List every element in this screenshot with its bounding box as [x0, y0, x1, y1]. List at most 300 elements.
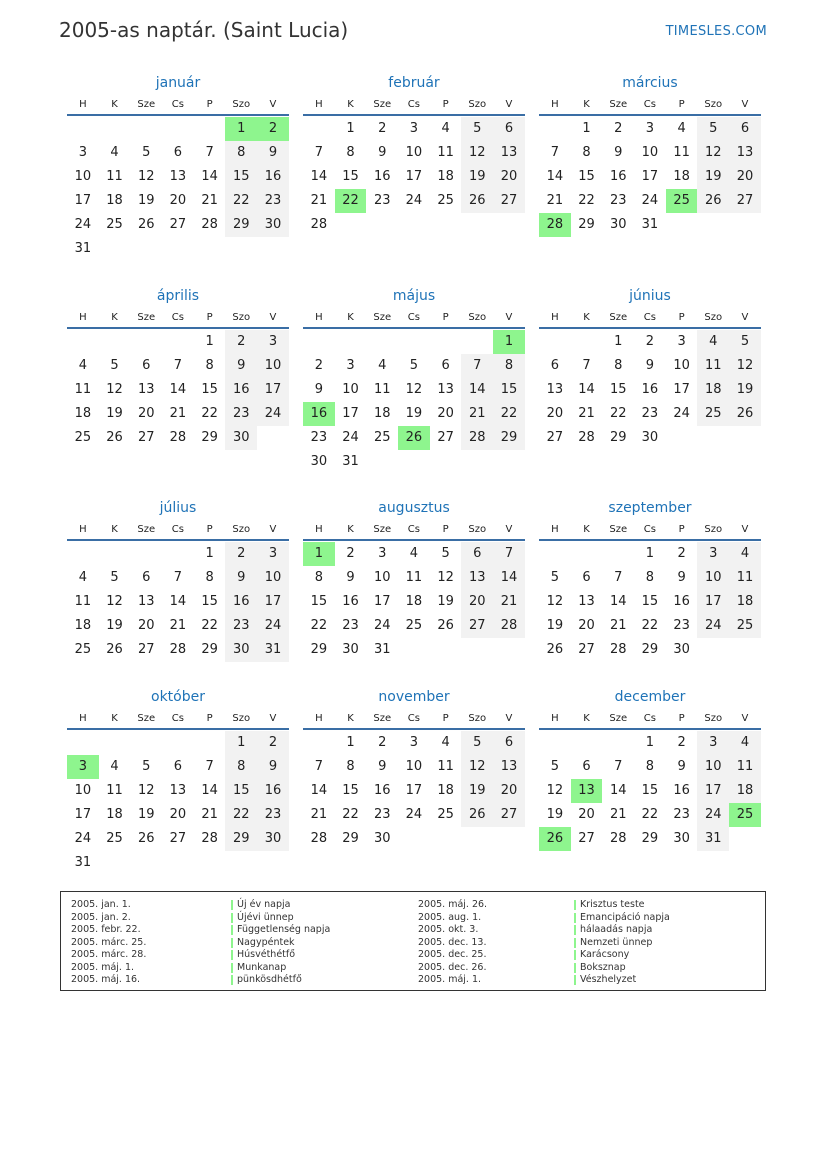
day-cell: 2 [257, 731, 289, 755]
day-cell: 26 [137, 831, 155, 846]
week-row [539, 330, 761, 354]
day-cell: 15 [641, 783, 659, 798]
day-cell: 16 [225, 590, 257, 614]
day-cell: 3 [346, 358, 355, 373]
weekday-label: K [583, 312, 590, 323]
day-cell: 28 [493, 614, 525, 638]
day-cell: 30 [641, 430, 659, 445]
weekday-label: K [111, 99, 118, 110]
day-cell: 6 [173, 759, 183, 774]
empty-day-cell [303, 731, 335, 755]
day-cell: 11 [405, 570, 423, 585]
legend-holiday-name: Új év napja [231, 899, 330, 912]
day-cell: 27 [461, 614, 493, 638]
day-cell: 25 [437, 193, 454, 208]
weekday-label: H [315, 99, 323, 110]
holiday-day-cell: 3 [67, 755, 99, 779]
legend-date: 2005. márc. 25. [71, 936, 147, 948]
day-cell: 11 [697, 354, 729, 378]
empty-day-cell [430, 330, 462, 354]
day-cell: 20 [493, 165, 525, 189]
week-row [539, 803, 761, 827]
day-cell: 9 [314, 382, 323, 397]
week-row [67, 402, 289, 426]
day-cell: 3 [378, 546, 387, 561]
weekday-header [303, 94, 525, 116]
week-row [539, 542, 761, 566]
day-cell: 25 [106, 217, 123, 232]
empty-day-cell [67, 117, 99, 141]
day-cell: 10 [257, 566, 289, 590]
empty-day-cell [461, 638, 493, 662]
day-cell: 5 [441, 546, 450, 561]
weekday-label: V [741, 524, 749, 535]
day-cell: 27 [578, 642, 595, 657]
week-row [67, 803, 289, 827]
day-cell: 9 [225, 354, 257, 378]
weekday-label: Sze [373, 312, 392, 323]
day-cell: 10 [697, 566, 729, 590]
day-cell: 16 [673, 594, 690, 609]
weekday-label: Szo [232, 713, 251, 724]
empty-day-cell [571, 731, 603, 755]
day-cell: 2 [314, 358, 323, 373]
day-cell: 20 [578, 618, 595, 633]
week-row [67, 755, 289, 779]
week-row [303, 117, 525, 141]
empty-day-cell [162, 117, 194, 141]
weekday-label: Cs [407, 99, 420, 110]
day-cell: 16 [373, 169, 391, 184]
day-cell: 28 [578, 430, 595, 445]
day-cell: 22 [201, 618, 218, 633]
month-calendar [67, 285, 289, 450]
day-cell: 25 [106, 831, 123, 846]
day-cell: 6 [461, 542, 493, 566]
day-cell: 27 [137, 642, 155, 657]
empty-day-cell [493, 213, 525, 237]
day-cell: 10 [373, 570, 391, 585]
day-cell: 2 [225, 542, 257, 566]
empty-day-cell [194, 237, 226, 261]
month-name: május [392, 288, 436, 304]
day-cell: 22 [225, 189, 257, 213]
day-cell: 24 [342, 430, 359, 445]
weekday-label: P [442, 713, 449, 724]
empty-day-cell [335, 213, 367, 237]
empty-day-cell [162, 851, 194, 875]
day-cell: 10 [257, 354, 289, 378]
day-cell: 9 [378, 145, 387, 160]
day-cell: 22 [310, 618, 328, 633]
weekday-header [539, 94, 761, 116]
day-cell: 25 [405, 618, 423, 633]
day-cell: 17 [74, 193, 92, 208]
holiday-day-cell: 1 [225, 117, 257, 141]
day-cell: 1 [582, 121, 591, 136]
weekday-label: Szo [704, 99, 723, 110]
week-row [67, 542, 289, 566]
day-cell: 21 [201, 807, 218, 822]
day-cell: 14 [609, 594, 627, 609]
weekday-label: Szo [704, 524, 723, 535]
day-cell: 4 [441, 735, 450, 750]
legend-holiday-name: Nemzeti ünnep [574, 937, 670, 950]
weekday-label: V [269, 713, 277, 724]
month-name: november [378, 689, 450, 705]
day-cell: 18 [673, 169, 690, 184]
page-title: 2005-as naptár. (Saint Lucia) [59, 18, 349, 42]
day-cell: 13 [493, 141, 525, 165]
day-cell: 12 [106, 594, 123, 609]
day-cell: 28 [201, 217, 218, 232]
day-cell: 14 [169, 382, 187, 397]
legend-holiday-name: Nagypéntek [231, 937, 330, 950]
empty-day-cell [729, 213, 761, 237]
day-cell: 8 [205, 358, 214, 373]
day-cell: 2 [677, 735, 686, 750]
day-cell: 15 [578, 169, 595, 184]
day-cell: 5 [461, 731, 493, 755]
day-cell: 18 [437, 169, 454, 184]
day-cell: 1 [205, 546, 214, 561]
empty-day-cell [303, 330, 335, 354]
day-cell: 23 [373, 193, 391, 208]
day-cell: 3 [257, 542, 289, 566]
week-row [539, 755, 761, 779]
empty-day-cell [99, 237, 131, 261]
day-cell: 17 [257, 378, 289, 402]
day-cell: 11 [437, 759, 454, 774]
week-row [67, 566, 289, 590]
day-cell: 30 [225, 426, 257, 450]
day-cell: 2 [614, 121, 623, 136]
empty-day-cell [130, 731, 162, 755]
day-cell: 6 [493, 731, 525, 755]
empty-day-cell [666, 213, 698, 237]
day-cell: 22 [225, 803, 257, 827]
day-cell: 15 [225, 165, 257, 189]
day-cell: 28 [461, 426, 493, 450]
day-cell: 29 [225, 213, 257, 237]
week-row [539, 165, 761, 189]
legend-date: 2005. máj. 26. [418, 899, 488, 910]
empty-day-cell [430, 638, 462, 662]
day-cell: 5 [110, 570, 119, 585]
empty-day-cell [194, 117, 226, 141]
week-row [67, 827, 289, 851]
day-cell: 24 [673, 406, 690, 421]
weekday-label: Sze [137, 713, 156, 724]
day-cell: 13 [461, 566, 493, 590]
legend-date-column [418, 899, 487, 987]
weekday-header [539, 708, 761, 730]
empty-day-cell [225, 851, 257, 875]
empty-day-cell [493, 638, 525, 662]
day-cell: 11 [729, 566, 761, 590]
legend-date: 2005. máj. 1. [418, 974, 482, 985]
week-row [67, 378, 289, 402]
week-row [67, 638, 289, 662]
weekday-label: Sze [373, 713, 392, 724]
week-row [67, 590, 289, 614]
weekday-label: Szo [704, 312, 723, 323]
month-name: október [151, 689, 205, 705]
day-cell: 29 [493, 426, 525, 450]
empty-day-cell [398, 213, 430, 237]
day-cell: 9 [645, 358, 655, 373]
day-cell: 18 [373, 406, 391, 421]
day-cell: 14 [169, 594, 187, 609]
week-row [539, 354, 761, 378]
day-cell: 30 [310, 454, 328, 469]
day-cell: 19 [697, 165, 729, 189]
weekday-label: Sze [137, 524, 156, 535]
day-cell: 31 [342, 454, 359, 469]
week-row [67, 189, 289, 213]
day-cell: 16 [225, 378, 257, 402]
day-cell: 17 [373, 594, 391, 609]
empty-day-cell [130, 117, 162, 141]
legend-name-column [231, 899, 330, 987]
day-cell: 7 [314, 145, 323, 160]
day-cell: 29 [641, 642, 659, 657]
day-cell: 8 [225, 755, 257, 779]
day-cell: 30 [342, 642, 359, 657]
empty-day-cell [398, 450, 430, 474]
day-cell: 8 [346, 145, 355, 160]
day-cell: 7 [582, 358, 591, 373]
legend-name-column [574, 899, 670, 987]
day-cell: 26 [461, 189, 493, 213]
week-row [303, 330, 525, 354]
empty-day-cell [366, 213, 398, 237]
empty-day-cell [697, 638, 729, 662]
month-name: február [388, 75, 440, 91]
empty-day-cell [666, 426, 698, 450]
weekday-label: Cs [643, 713, 656, 724]
day-cell: 19 [137, 193, 155, 208]
weekday-label: H [551, 99, 559, 110]
legend-holiday-name: pünkösdhétfő [231, 974, 330, 987]
legend-date: 2005. márc. 28. [71, 949, 147, 960]
weekday-label: P [678, 713, 685, 724]
month-name: január [155, 75, 201, 91]
empty-day-cell [366, 330, 398, 354]
day-cell: 23 [342, 618, 359, 633]
weekday-label: K [583, 99, 590, 110]
day-cell: 18 [729, 779, 761, 803]
day-cell: 10 [74, 169, 92, 184]
day-cell: 1 [346, 121, 355, 136]
weekday-label: P [678, 312, 685, 323]
weekday-label: P [206, 99, 213, 110]
empty-day-cell [461, 450, 493, 474]
weekday-label: K [583, 524, 590, 535]
weekday-label: Cs [171, 713, 184, 724]
day-cell: 26 [461, 803, 493, 827]
day-cell: 8 [645, 759, 655, 774]
day-cell: 20 [169, 807, 187, 822]
day-cell: 17 [405, 169, 423, 184]
day-cell: 30 [225, 638, 257, 662]
day-cell: 19 [437, 594, 454, 609]
day-cell: 4 [378, 358, 387, 373]
day-cell: 4 [697, 330, 729, 354]
week-row [303, 590, 525, 614]
empty-day-cell [430, 450, 462, 474]
day-cell: 1 [645, 546, 655, 561]
empty-day-cell [571, 542, 603, 566]
weekday-label: P [206, 312, 213, 323]
holiday-day-cell: 25 [666, 189, 698, 213]
day-cell: 19 [729, 378, 761, 402]
weekday-header [67, 94, 289, 116]
day-cell: 19 [546, 807, 564, 822]
weekday-label: H [79, 713, 87, 724]
legend-date: 2005. dec. 26. [418, 961, 487, 973]
week-row [539, 827, 761, 851]
week-row [539, 402, 761, 426]
empty-day-cell [162, 542, 194, 566]
month-name: december [614, 689, 686, 705]
day-cell: 14 [493, 566, 525, 590]
day-cell: 13 [437, 382, 454, 397]
day-cell: 18 [437, 783, 454, 798]
empty-day-cell [539, 542, 571, 566]
day-cell: 12 [137, 783, 155, 798]
weekday-label: Cs [171, 524, 184, 535]
day-cell: 1 [645, 735, 655, 750]
day-cell: 2 [378, 735, 387, 750]
day-cell: 7 [173, 358, 183, 373]
weekday-label: P [206, 713, 213, 724]
day-cell: 29 [342, 831, 359, 846]
day-cell: 10 [405, 145, 423, 160]
weekday-label: V [505, 312, 513, 323]
weekday-label: Szo [232, 312, 251, 323]
weekday-label: V [269, 99, 277, 110]
weekday-label: Sze [609, 312, 628, 323]
empty-day-cell [130, 330, 162, 354]
day-cell: 25 [729, 614, 761, 638]
day-cell: 8 [225, 141, 257, 165]
day-cell: 31 [373, 642, 391, 657]
day-cell: 28 [609, 642, 627, 657]
weekday-label: Sze [137, 99, 156, 110]
day-cell: 22 [201, 406, 218, 421]
day-cell: 5 [409, 358, 419, 373]
day-cell: 26 [437, 618, 454, 633]
brand-link[interactable]: TIMESLES.COM [665, 24, 767, 39]
day-cell: 28 [310, 217, 328, 232]
day-cell: 5 [550, 759, 559, 774]
day-cell: 5 [729, 330, 761, 354]
day-cell: 6 [173, 145, 183, 160]
day-cell: 12 [437, 570, 454, 585]
empty-day-cell [99, 330, 131, 354]
month-calendar [539, 497, 761, 662]
day-cell: 27 [546, 430, 564, 445]
day-cell: 20 [137, 618, 155, 633]
weekday-label: K [347, 99, 354, 110]
day-cell: 21 [493, 590, 525, 614]
week-row [539, 426, 761, 450]
day-cell: 22 [578, 193, 595, 208]
week-row [303, 213, 525, 237]
weekday-label: P [678, 524, 685, 535]
day-cell: 6 [729, 117, 761, 141]
day-cell: 18 [74, 406, 92, 421]
day-cell: 17 [697, 779, 729, 803]
day-cell: 30 [673, 642, 690, 657]
weekday-label: P [442, 312, 449, 323]
day-cell: 25 [697, 402, 729, 426]
day-cell: 7 [173, 570, 183, 585]
day-cell: 3 [677, 334, 686, 349]
day-cell: 17 [342, 406, 359, 421]
day-cell: 10 [74, 783, 92, 798]
day-cell: 5 [461, 117, 493, 141]
weekday-label: K [111, 524, 118, 535]
day-cell: 12 [405, 382, 423, 397]
weekday-label: Cs [643, 312, 656, 323]
day-cell: 13 [169, 783, 187, 798]
empty-day-cell [130, 851, 162, 875]
legend-holiday-name: Újévi ünnep [231, 912, 330, 925]
day-cell: 12 [546, 783, 564, 798]
empty-day-cell [303, 117, 335, 141]
week-row [303, 827, 525, 851]
weekday-label: P [206, 524, 213, 535]
empty-day-cell [257, 237, 289, 261]
day-cell: 1 [225, 731, 257, 755]
day-cell: 31 [257, 638, 289, 662]
week-row [539, 117, 761, 141]
weekday-label: Sze [609, 713, 628, 724]
month-name: július [159, 500, 197, 516]
day-cell: 9 [378, 759, 387, 774]
weekday-header [539, 519, 761, 541]
day-cell: 23 [641, 406, 659, 421]
weekday-label: Cs [407, 713, 420, 724]
empty-day-cell [571, 330, 603, 354]
day-cell: 14 [310, 169, 328, 184]
day-cell: 30 [673, 831, 690, 846]
empty-day-cell [461, 213, 493, 237]
day-cell: 16 [257, 779, 289, 803]
week-row [539, 378, 761, 402]
day-cell: 4 [677, 121, 686, 136]
weekday-label: K [347, 524, 354, 535]
weekday-label: K [111, 713, 118, 724]
day-cell: 6 [550, 358, 559, 373]
empty-day-cell [539, 731, 571, 755]
weekday-label: Cs [407, 524, 420, 535]
week-row [303, 165, 525, 189]
week-row [303, 189, 525, 213]
empty-day-cell [398, 330, 430, 354]
month-calendar [539, 285, 761, 450]
day-cell: 29 [310, 642, 328, 657]
day-cell: 10 [673, 358, 690, 373]
day-cell: 23 [373, 807, 391, 822]
holiday-day-cell: 26 [539, 827, 571, 851]
day-cell: 26 [106, 642, 123, 657]
legend-date: 2005. jan. 1. [71, 899, 131, 910]
day-cell: 11 [74, 382, 92, 397]
weekday-label: H [79, 312, 87, 323]
